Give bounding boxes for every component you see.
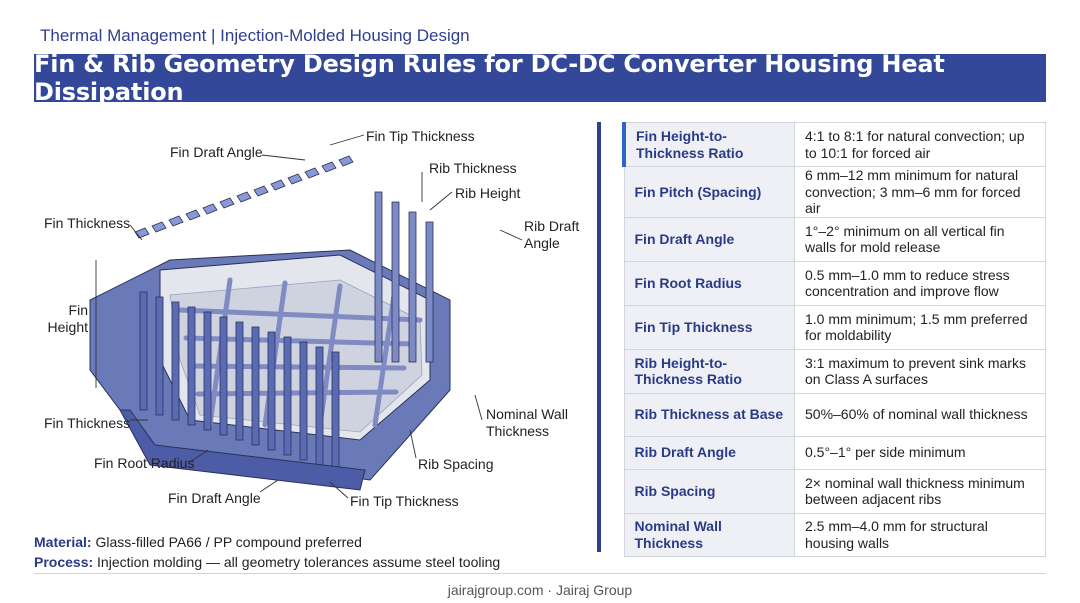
fin	[140, 292, 147, 410]
rule-parameter: Fin Draft Angle	[624, 217, 795, 261]
rule-value: 3:1 maximum to prevent sink marks on Class A surfaces	[795, 349, 1046, 393]
footer-credit: jairajgroup.com · Jairaj Group	[447, 582, 633, 598]
page-title-banner	[34, 50, 1046, 106]
section-divider	[597, 122, 601, 552]
rule-value: 1.0 mm minimum; 1.5 mm preferred for moldability	[795, 305, 1046, 349]
fin-tip	[152, 222, 166, 232]
callout-fin-tip-thickness-top: Fin Tip Thickness	[366, 128, 475, 144]
rule-parameter: Rib Thickness at Base	[624, 393, 795, 436]
fin	[204, 312, 211, 430]
table-row	[624, 436, 1046, 469]
page-title: Fin & Rib Geometry Design Rules for DC-DC Converter Housing Heat Dissipation	[34, 50, 945, 106]
fin	[236, 322, 243, 440]
material-note	[34, 534, 362, 550]
process-label: Process:	[34, 554, 94, 570]
rule-parameter: Fin Pitch (Spacing)	[624, 167, 795, 218]
table-row	[624, 123, 1046, 167]
callout-fin-thickness-bottom: Fin Thickness	[44, 415, 131, 431]
rule-value: 4:1 to 8:1 for natural convection; up to 10:1 for forced air	[795, 123, 1046, 167]
callout-fin-root-radius: Fin Root Radius	[94, 455, 195, 471]
callout-rib-draft-angle: Rib Draft Angle	[524, 218, 580, 251]
fin-tip	[271, 180, 285, 190]
fin-tip	[220, 198, 234, 208]
process-note	[34, 554, 500, 570]
fin-tip	[135, 228, 149, 238]
fin	[300, 342, 307, 460]
rule-parameter: Rib Spacing	[624, 469, 795, 513]
leader-line	[430, 192, 452, 210]
process-value: Injection molding — all geometry tolerances assume steel tooling	[97, 554, 501, 570]
table-row	[624, 349, 1046, 393]
fin-tip	[237, 192, 251, 202]
fin	[188, 307, 195, 425]
fin-tip	[288, 174, 302, 184]
rule-value: 0.5 mm–1.0 mm to reduce stress concentration and improve flow	[795, 261, 1046, 305]
design-rules-table	[622, 122, 1046, 557]
rule-parameter: Fin Tip Thickness	[624, 305, 795, 349]
rule-value: 50%–60% of nominal wall thickness	[795, 393, 1046, 436]
fin	[172, 302, 179, 420]
table-row	[624, 167, 1046, 218]
rib	[198, 392, 396, 394]
fin	[156, 297, 163, 415]
rule-parameter: Fin Root Radius	[624, 261, 795, 305]
fin	[332, 352, 339, 470]
table-row	[624, 469, 1046, 513]
fin-tip	[339, 156, 353, 166]
rule-parameter: Rib Height-to-Thickness Ratio	[624, 349, 795, 393]
fin-tip	[169, 216, 183, 226]
material-label: Material:	[34, 534, 92, 550]
table-row	[624, 217, 1046, 261]
table-row	[624, 393, 1046, 436]
table-row	[624, 305, 1046, 349]
rib	[375, 192, 382, 362]
leader-line	[260, 480, 278, 492]
fin-tip	[203, 204, 217, 214]
fin-tip	[254, 186, 268, 196]
fin	[316, 347, 323, 465]
fin-tip	[305, 168, 319, 178]
fin	[220, 317, 227, 435]
callout-fin-draft-angle-bottom: Fin Draft Angle	[168, 490, 261, 506]
rule-parameter: Nominal Wall Thickness	[624, 513, 795, 556]
callout-fin-tip-thickness-bottom: Fin Tip Thickness	[350, 493, 459, 509]
table-row	[624, 261, 1046, 305]
callout-fin-draft-angle-top: Fin Draft Angle	[170, 144, 263, 160]
callout-fin-height: Fin Height	[47, 302, 88, 335]
fin	[268, 332, 275, 450]
callout-nominal-wall-thickness: Nominal Wall Thickness	[486, 406, 568, 439]
rule-parameter: Fin Height-to-Thickness Ratio	[624, 123, 795, 167]
footer-divider	[34, 573, 1046, 574]
page-subtitle: Thermal Management | Injection-Molded Housing Design	[40, 26, 470, 45]
fin	[284, 337, 291, 455]
leader-line	[410, 430, 416, 458]
table-row	[624, 513, 1046, 556]
callout-rib-spacing: Rib Spacing	[418, 456, 494, 472]
fin-tip	[186, 210, 200, 220]
fin-tip	[322, 162, 336, 172]
rib	[409, 212, 416, 362]
rule-value: 6 mm–12 mm minimum for natural convection; 3 mm–6 mm for forced air	[795, 167, 1046, 218]
leader-line	[262, 155, 305, 160]
leader-line	[330, 135, 364, 145]
rule-value: 0.5°–1° per side minimum	[795, 436, 1046, 469]
rib	[392, 202, 399, 362]
material-value: Glass-filled PA66 / PP compound preferred	[95, 534, 362, 550]
rule-value: 2.5 mm–4.0 mm for structural housing walls	[795, 513, 1046, 556]
callout-fin-thickness-top: Fin Thickness	[44, 215, 131, 231]
leader-line	[475, 395, 482, 420]
rib	[426, 222, 433, 362]
fin	[252, 327, 259, 445]
rule-parameter: Rib Draft Angle	[624, 436, 795, 469]
rule-value: 1°–2° minimum on all vertical fin walls for mold release	[795, 217, 1046, 261]
callout-rib-thickness: Rib Thickness	[429, 160, 517, 176]
leader-line	[500, 230, 522, 240]
callout-rib-height: Rib Height	[455, 185, 521, 201]
rule-value: 2× nominal wall thickness minimum between adjacent ribs	[795, 469, 1046, 513]
